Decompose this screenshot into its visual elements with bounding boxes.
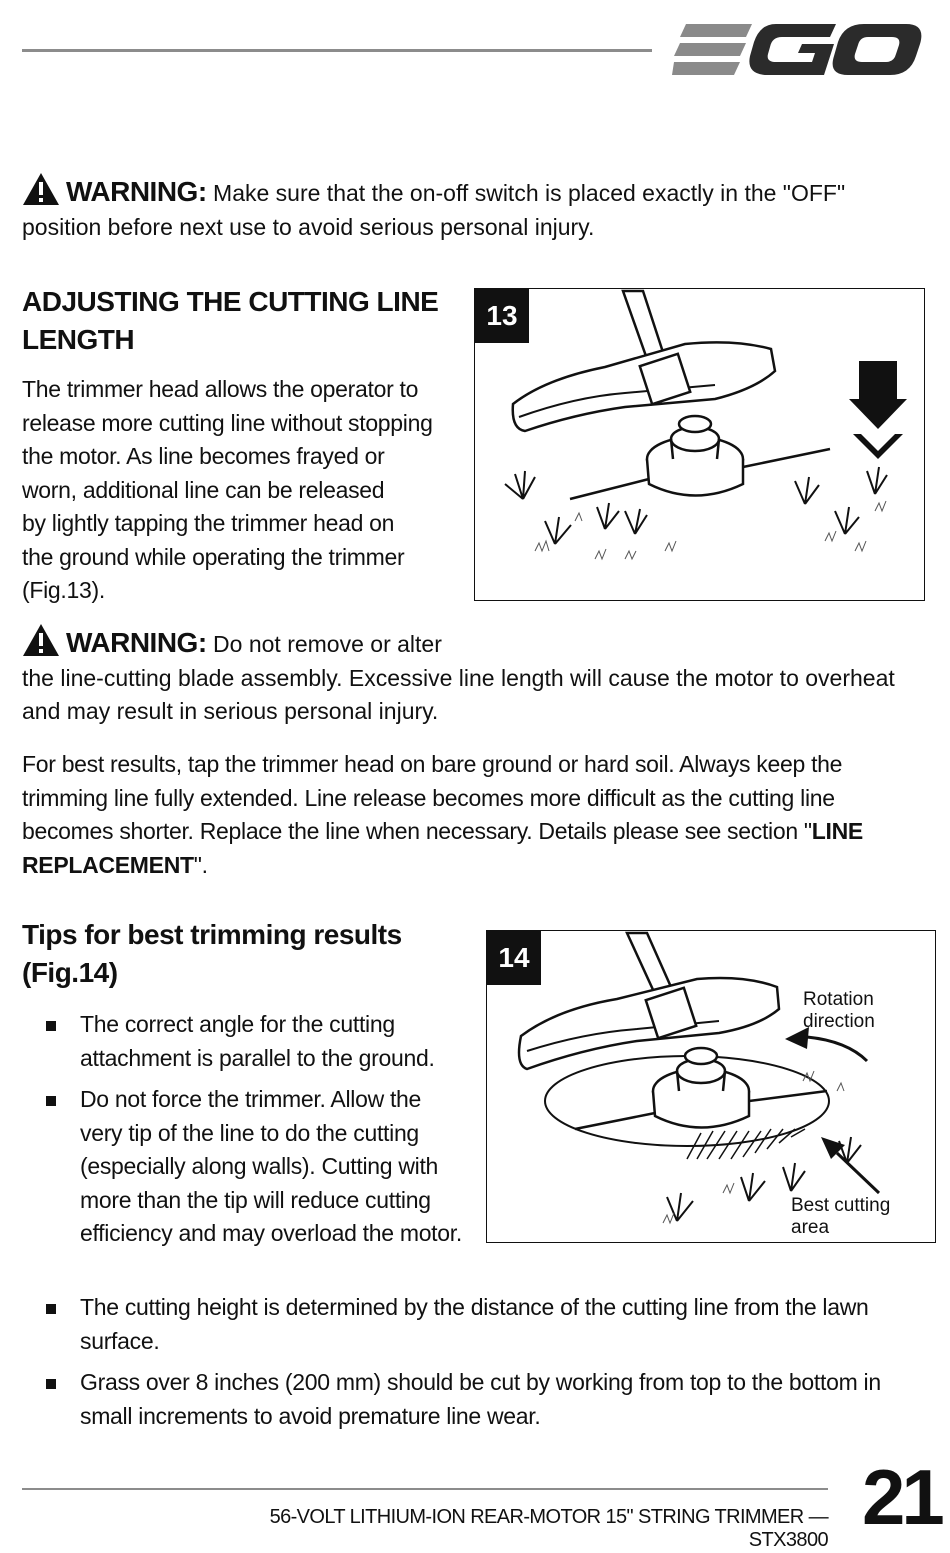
rotation-direction-label (803, 989, 923, 1033)
footer-rule (22, 1488, 828, 1490)
ego-logo (672, 20, 924, 80)
label-line: direction (803, 1011, 875, 1032)
paragraph-text: ". (193, 851, 208, 878)
warning-text: Make sure that the on-off switch is placed exactly in the "OFF" position before next use to avoid serious personal injury. (22, 180, 846, 240)
warning-block-1 (22, 172, 902, 244)
warning-triangle-icon (22, 623, 60, 657)
paragraph-line: release more cutting line without stopping (22, 409, 433, 436)
paragraph-line: the ground while operating the trimmer (22, 543, 405, 570)
warning-text: and may result in serious personal injury. (22, 698, 439, 724)
warning-text: Do not remove or alter (206, 631, 442, 657)
paragraph-text: For best results, tap the trimmer head on bare ground or hard soil. Always keep the trimming line fully extended. Line release becomes more difficult as the cutting line becomes shorter. Replace the line when necessary. Details please see section " (22, 751, 843, 844)
list-item: The cutting height is determined by the distance of the cutting line from the lawn surface. (22, 1291, 922, 1358)
warning-label: WARNING: (66, 627, 207, 658)
page-number: 21 (862, 1453, 941, 1541)
section-reference: LINE REPLACEMENT (22, 818, 863, 878)
tips-list-wide (22, 1291, 922, 1441)
paragraph-line: the motor. As line becomes frayed or (22, 443, 385, 469)
paragraph-line: The trimmer head allows the operator to (22, 376, 419, 402)
footer-title: 56-VOLT LITHIUM-ION REAR-MOTOR 15" STRING TRIMMER — STX3800 (269, 1506, 828, 1551)
header-rule (22, 49, 652, 52)
heading-line: (Fig.14) (22, 957, 118, 988)
list-item: Do not force the trimmer. Allow the very tip of the line to do the cutting (especially along walls). Cutting with more than the tip will reduce cutting efficiency and may overload the motor. (22, 1083, 462, 1251)
heading-line: ADJUSTING THE CUTTING LINE (22, 286, 439, 317)
figure-number: 13 (475, 289, 529, 343)
paragraph-line: (Fig.13). (22, 577, 105, 603)
heading-line: LENGTH (22, 324, 135, 355)
figure-13 (474, 288, 925, 601)
best-results-paragraph (22, 748, 912, 882)
heading-line: Tips for best trimming results (22, 919, 402, 950)
figure-number: 14 (487, 931, 541, 985)
figure-14 (486, 930, 936, 1243)
label-line: Rotation (803, 989, 874, 1010)
warning-label: WARNING: (66, 176, 207, 207)
section-heading-tips (22, 916, 472, 992)
list-item: Grass over 8 inches (200 mm) should be cut by working from top to the bottom in small increments to avoid premature line wear. (22, 1366, 922, 1433)
section-heading-cutting-line (22, 283, 462, 359)
tips-list-narrow (22, 1008, 462, 1259)
paragraph-line: worn, additional line can be released (22, 476, 385, 503)
cutting-line-paragraph (22, 373, 472, 608)
best-cutting-area-label: Best cutting area (791, 1195, 891, 1238)
warning-text: the line-cutting blade assembly. Excessive line length will cause the motor to overheat (22, 664, 895, 691)
paragraph-line: by lightly tapping the trimmer head on (22, 510, 395, 536)
trimmer-tapping-illustration (475, 289, 924, 600)
warning-triangle-icon (22, 172, 60, 206)
list-item: The correct angle for the cutting attachment is parallel to the ground. (22, 1008, 462, 1075)
warning-block-2 (22, 623, 922, 729)
